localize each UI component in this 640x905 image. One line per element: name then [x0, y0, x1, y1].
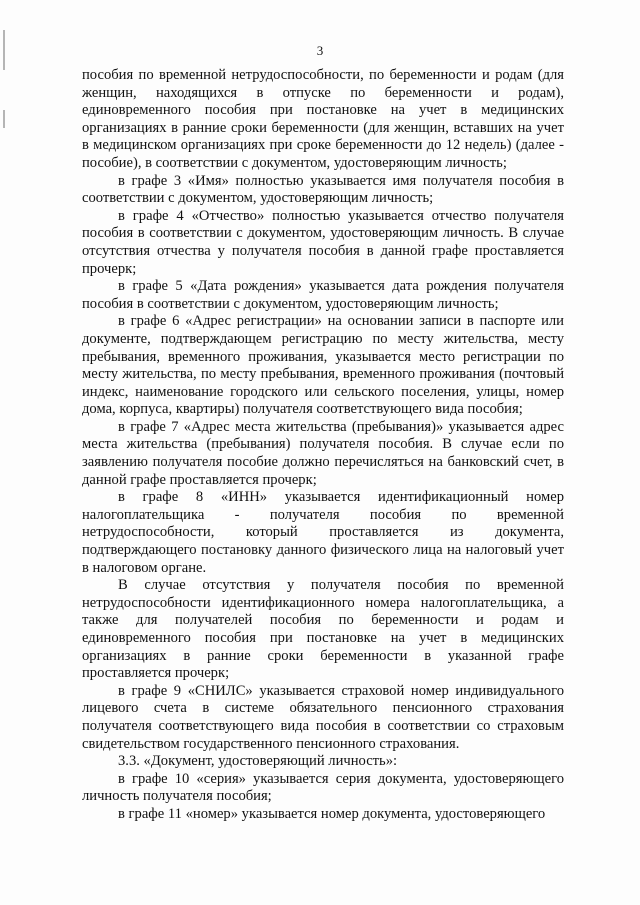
- section-heading: 3.3. «Документ, удостоверяющий личность»:: [118, 753, 398, 770]
- paragraph: в графе 6 «Адрес регистрации» на основании записи в паспорте или документе, подтверждающем регистрацию по месту жительства, месту пребывания, временного проживания, указывается место регистрации по месту жительства, по месту пребывания, временного проживания (почтовый индекс, наименование городского или сельского поселения, улицы, номер дома, корпуса, квартиры) получателя соответствующего вида пособия;: [82, 313, 564, 418]
- paragraph: В случае отсутствия у получателя пособия по временной нетрудоспособности идентификационного номера налогоплательщика, а также для получателей пособия по беременности и родам и единовременного пособия при постановке на учет в медицинских организациях в ранние сроки беременности в указанной графе проставляется прочерк;: [82, 577, 564, 682]
- document-body: [82, 67, 564, 824]
- paragraph: в графе 9 «СНИЛС» указывается страховой номер индивидуального лицевого счета в системе обязательного пенсионного страхования получателя соответствующего вида пособия в соответствии со страховым свидетельством государственного пенсионного страхования.: [82, 682, 564, 752]
- paragraph: в графе 10 «серия» указывается серия документа, удостоверяющего личность получателя пособия;: [82, 770, 564, 805]
- paragraph: пособия по временной нетрудоспособности, по беременности и родам (для женщин, находящихся в отпуске по беременности и родам), единовременного пособия при постановке на учет в медицинских организациях в ранние сроки беременности (для женщин, вставших на учет в медицинском организациях при сроке беременности до 12 недель) (далее - пособие), в соответствии с документом, удостоверяющим личность;: [82, 67, 564, 171]
- page-number: 3: [316, 43, 324, 58]
- paragraph: в графе 8 «ИНН» указывается идентификационный номер налогоплательщика - получателя пособия по временной нетрудоспособности, который проставляется из документа, подтверждающего постановку данного физического лица на налоговый учет в налоговом органе.: [82, 489, 564, 576]
- paragraph: в графе 5 «Дата рождения» указывается дата рождения получателя пособия в соответствии с документом, удостоверяющим личность;: [82, 278, 564, 312]
- paragraph: в графе 7 «Адрес места жительства (пребывания)» указывается адрес места жительства (пребывания) получателя пособия. В случае если по заявлению получателя пособие должно перечисляться на банковский счет, в данной графе проставляется прочерк;: [82, 418, 564, 488]
- paragraph: в графе 4 «Отчество» полностью указывается отчество получателя пособия в соответствии с документом, удостоверяющим личность. В случае отсутствия отчества у получателя пособия в данной графе проставляется прочерк;: [82, 207, 564, 277]
- paragraph: в графе 11 «номер» указывается номер документа, удостоверяющего: [118, 805, 546, 822]
- paragraph: в графе 3 «Имя» полностью указывается имя получателя пособия в соответствии с документом, удостоверяющим личность;: [82, 172, 564, 207]
- scan-edge-mark: [3, 110, 5, 128]
